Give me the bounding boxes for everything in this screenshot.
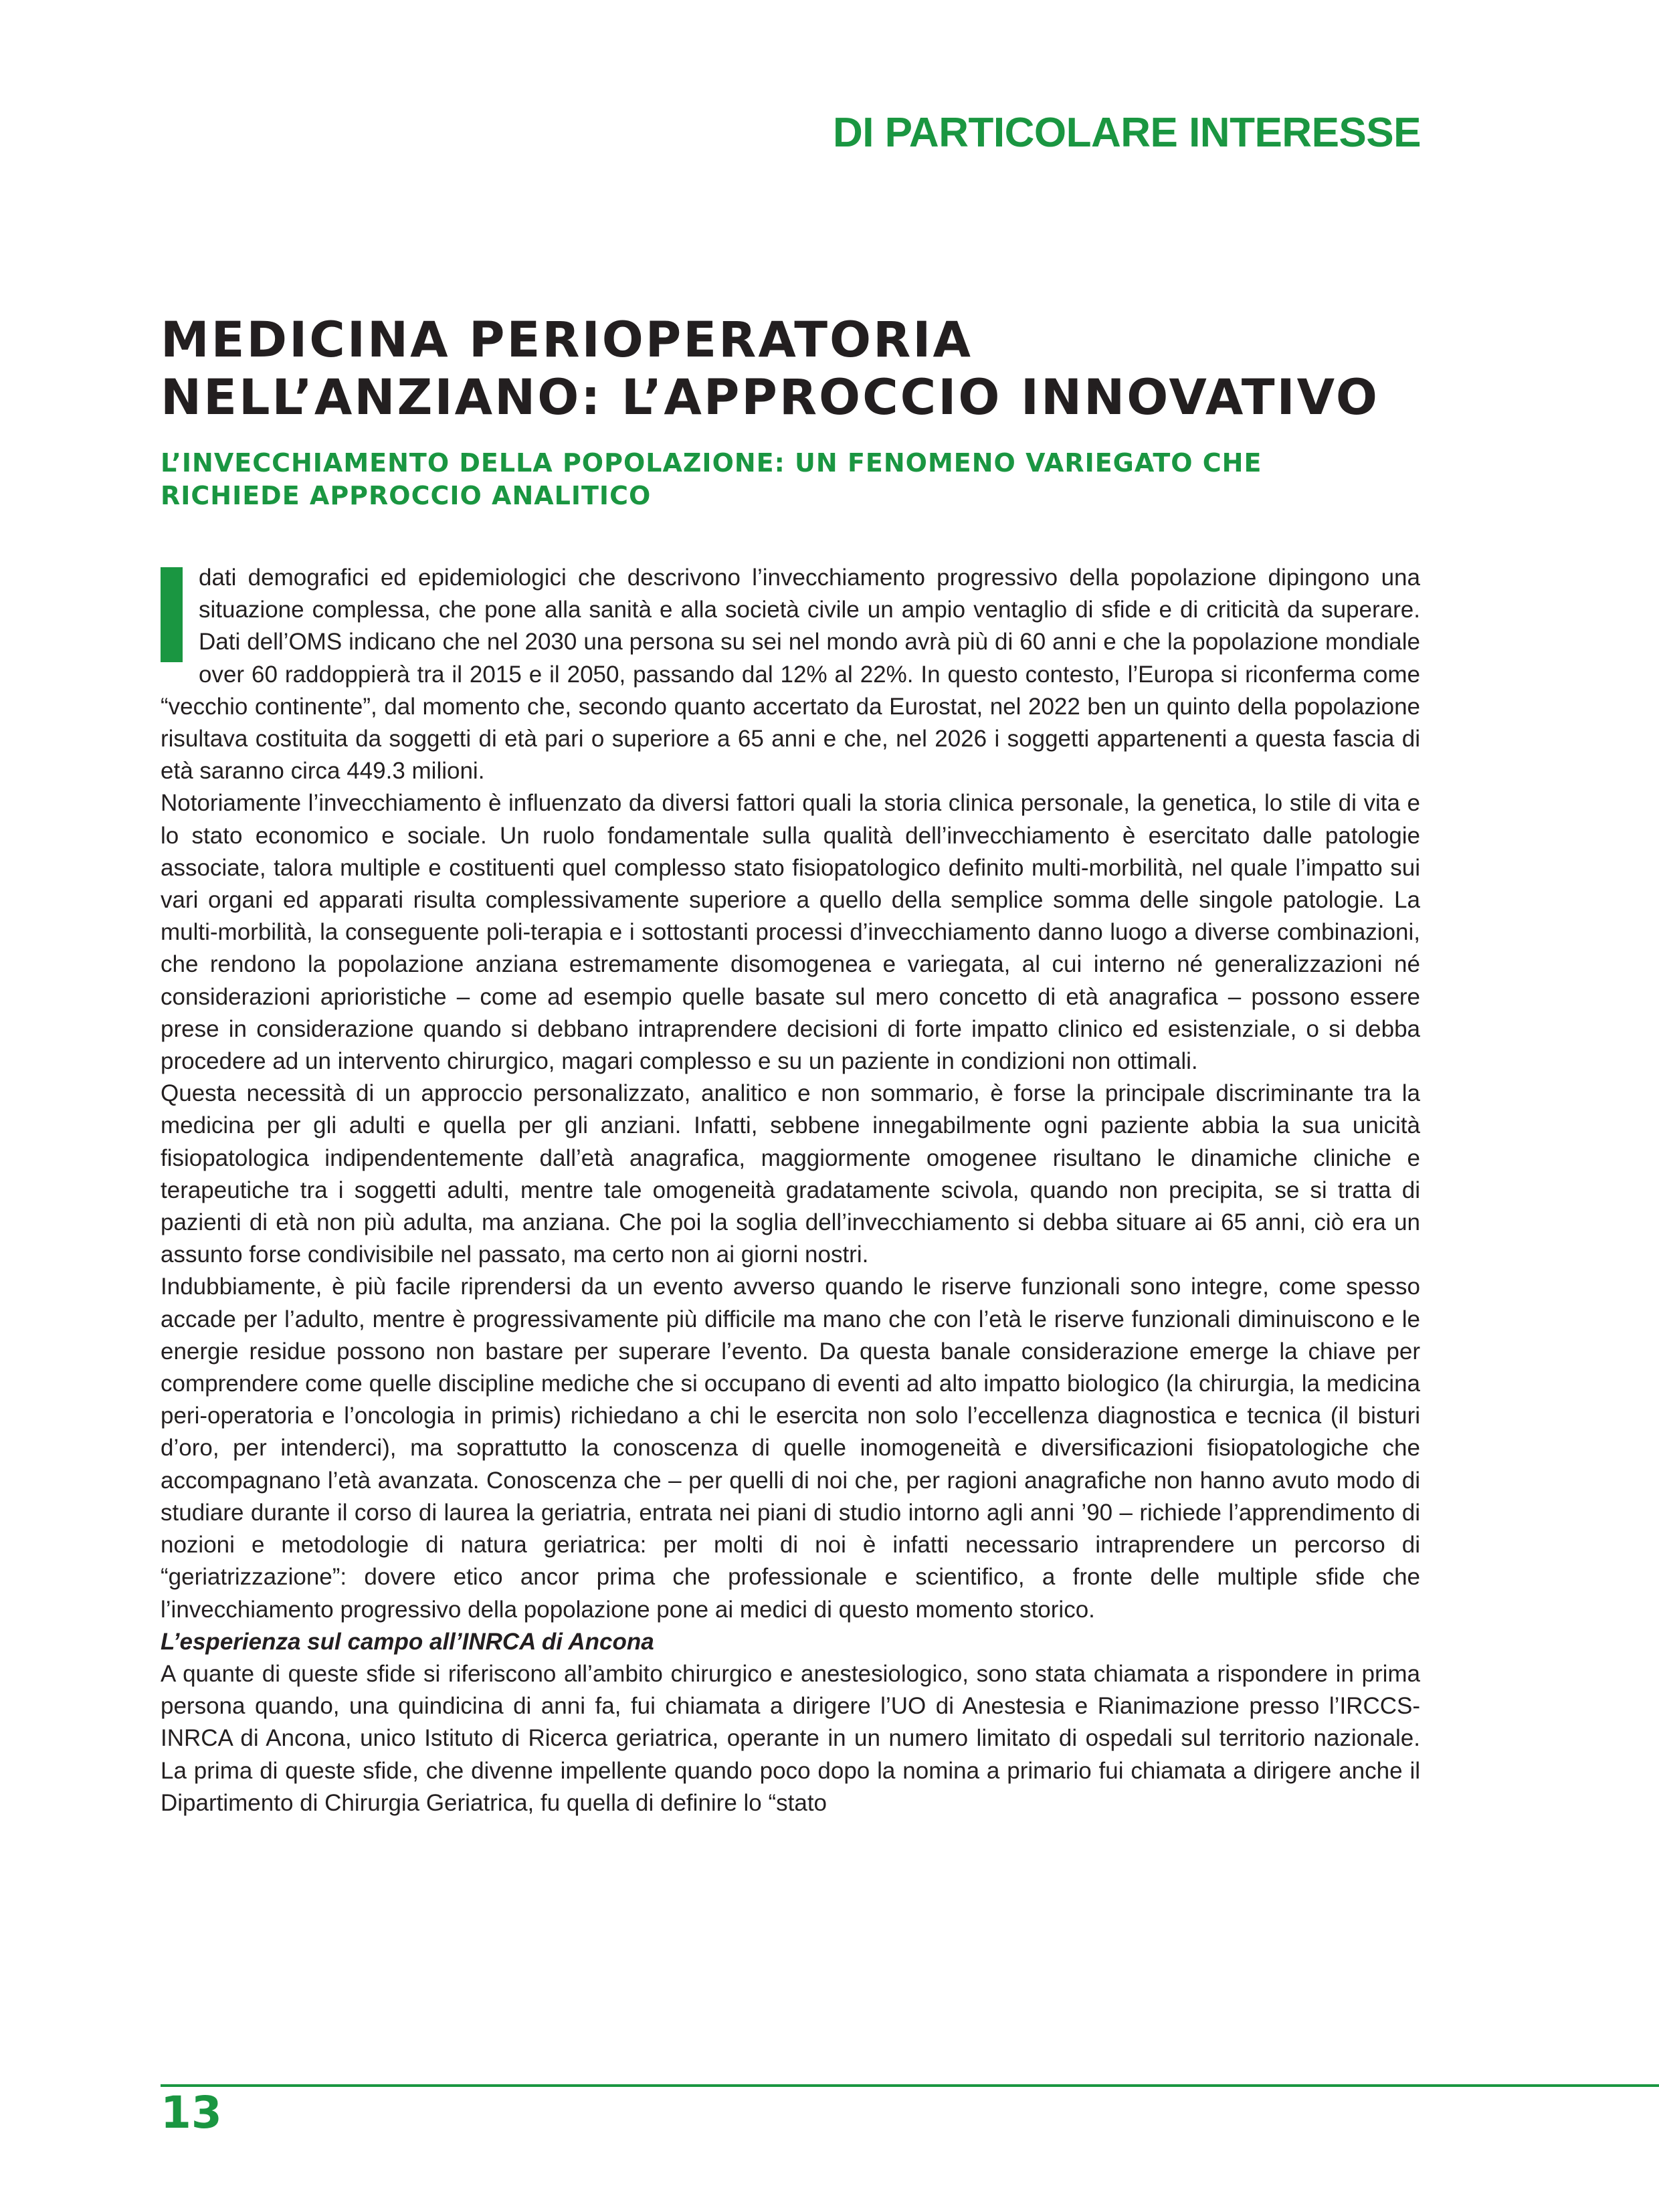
section-header: DI PARTICOLARE INTERESSE <box>832 110 1421 156</box>
footer-divider <box>161 2084 1659 2087</box>
page-number: 13 <box>161 2087 222 2138</box>
paragraph-5: A quante di queste sfide si riferiscono all’ambito chirurgico e anestesiologico, sono stata chiamata a rispondere in prima persona quando, una quindicina di anni fa, fui chiamata a dirigere l’UO di Anestesia e Rianimazione presso l’IRCCS-INRCA di Ancona, unico Istituto di Ricerca geriatrica, operante in un numero limitato di ospedali sul territorio nazionale. La prima di queste sfide, che divenne impellente quando poco dopo la nomina a primario fui chiamata a dirigere anche il Dipartimento di Chirurgia Geriatrica, fu quella di definire lo “stato <box>161 1660 1420 1816</box>
article-title <box>161 312 1472 427</box>
paragraph-1-text: dati demografici ed epidemiologici che descrivono l’invecchiamento progressivo della popolazione dipingono una situazione complessa, che pone alla sanità e alla società civile un ampio ventaglio di sfide e di criticità da superare. Dati dell’OMS indicano che nel 2030 una persona su sei nel mondo avrà più di 60 anni e che la popolazione mondiale over 60 raddoppierà tra il 2015 e il 2050, passando dal 12% al 22%. In questo contesto, l’Europa si riconferma come “vecchio continente”, dal momento che, secondo quanto accertato da Eurostat, nel 2022 ben un quinto della popolazione risultava costituita da soggetti di età pari o superiore a 65 anni e che, nel 2026 i soggetti appartenenti a questa fascia di età saranno circa 449.3 milioni. <box>161 565 1420 785</box>
article-subtitle-line-2: RICHIEDE APPROCCIO ANALITICO <box>161 481 652 510</box>
paragraph-3: Questa necessità di un approccio personalizzato, analitico e non sommario, è forse la principale discriminante tra la medicina per gli adulti e quella per gli anziani. Infatti, sebbene innegabilmente ogni paziente abbia la sua unicità fisiopatologica indipendentemente dall’età anagrafica, maggiormente omogenee risultano le dinamiche cliniche e terapeutiche tra i soggetti adulti, mentre tale omogeneità gradatamente scivola, quando non precipita, se si tratta di pazienti di età non più adulta, ma anziana. Che poi la soglia dell’invecchiamento si debba situare ai 65 anni, ciò era un assunto forse condivisibile nel passato, ma certo non ai giorni nostri. <box>161 1080 1420 1268</box>
paragraph-2: Notoriamente l’invecchiamento è influenzato da diversi fattori quali la storia clinica personale, la genetica, lo stile di vita e lo stato economico e sociale. Un ruolo fondamentale sulla qualità dell’invecchiamento è esercitato dalle patologie associate, talora multiple e costituenti quel complesso stato fisiopatologico definito multi-morbilità, nel quale l’impatto sui vari organi ed apparati risulta complessivamente superiore a quello della semplice somma delle singole patologie. La multi-morbilità, la conseguente poli-terapia e i sottostanti processi d’invecchiamento danno luogo a diverse combinazioni, che rendono la popolazione anziana estremamente disomogenea e variegata, al cui interno né generalizzazioni né considerazioni aprioristiche – come ad esempio quelle basate sul mero concetto di età anagrafica – possono essere prese in considerazione quando si debbano intraprendere decisioni di forte impatto clinico ed esistenziale, o si debba procedere ad un intervento chirurgico, magari complesso e su un paziente in condizioni non ottimali. <box>161 790 1420 1075</box>
paragraph-1 <box>161 562 1420 787</box>
article-title-line-1: MEDICINA PERIOPERATORIA <box>161 312 973 369</box>
article-subtitle <box>161 447 1472 512</box>
drop-cap <box>161 567 183 662</box>
article-subtitle-line-1: L’INVECCHIAMENTO DELLA POPOLAZIONE: UN FENOMENO VARIEGATO CHE <box>161 448 1262 478</box>
paragraph-4: Indubbiamente, è più facile riprendersi da un evento avverso quando le riserve funzionali sono integre, come spesso accade per l’adulto, mentre è progressivamente più difficile ma mano che con l’età le riserve funzionali diminuiscono e le energie residue possono non bastare per superare l’evento. Da questa banale considerazione emerge la chiave per comprendere come quelle discipline mediche che si occupano di eventi ad alto impatto biologico (la chirurgia, la medicina peri-operatoria e l’oncologia in primis) richiedano a chi le esercita non solo l’eccellenza diagnostica e tecnica (il bisturi d’oro, per intenderci), ma soprattutto la conoscenza di quelle inomogeneità e diversificazioni fisiopatologiche che accompagnano l’età avanzata. Conoscenza che – per quelli di noi che, per ragioni anagrafiche non hanno avuto modo di studiare durante il corso di laurea la geriatria, entrata nei piani di studio intorno agli anni ’90 – richiede l’apprendimento di nozioni e metodologie di natura geriatrica: per molti di noi è infatti necessario intraprendere un percorso di “geriatrizzazione”: dovere etico ancor prima che professionale e scientifico, a fronte delle multiple sfide che l’invecchiamento progressivo della popolazione pone ai medici di questo momento storico. <box>161 1274 1420 1623</box>
article-body <box>161 562 1420 1819</box>
section-subheading: L’esperienza sul campo all’INRCA di Ancona <box>161 1628 654 1655</box>
article-title-line-2: NELL’ANZIANO: L’APPROCCIO INNOVATIVO <box>161 369 1379 426</box>
